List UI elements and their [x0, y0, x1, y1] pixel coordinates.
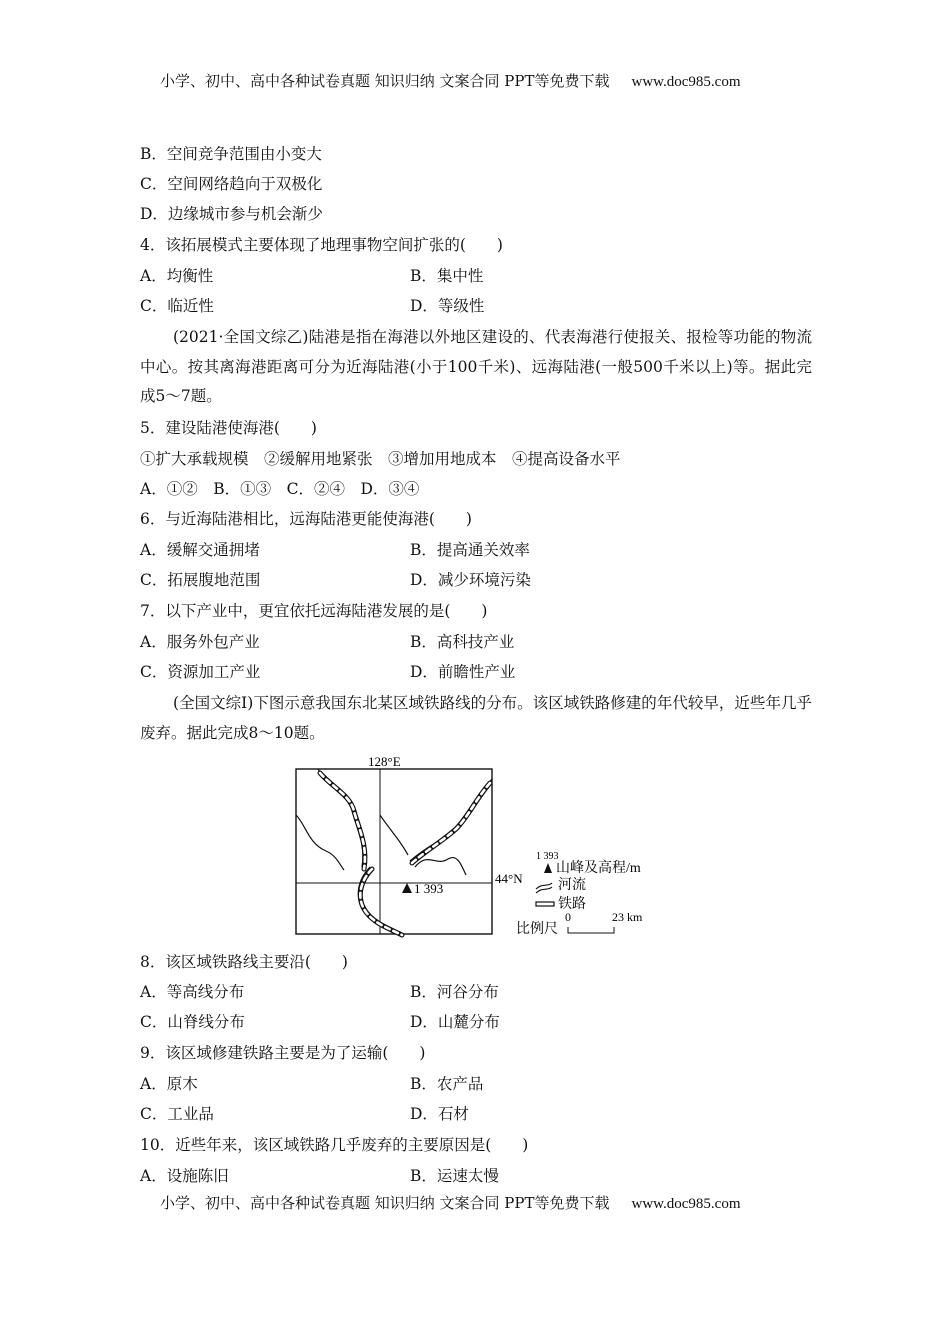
legend-peak-icon	[544, 863, 552, 873]
legend-peak-value: 1 393	[536, 851, 559, 862]
q6-stem: 6．与近海陆港相比，远海陆港更能使海港( )	[140, 510, 472, 528]
peak-label: 1 393	[414, 881, 444, 896]
q8-option-d: D．山麓分布	[410, 1013, 500, 1031]
footer-text: 小学、初中、高中各种试卷真题 知识归纳 文案合同 PPT等免费下载	[160, 1194, 610, 1212]
latitude-label: 44°N	[495, 871, 523, 886]
page-header	[160, 70, 741, 91]
q4-option-c: C．临近性	[140, 297, 214, 315]
q3-option-d: D．边缘城市参与机会渐少	[140, 205, 323, 223]
scale-label: 比例尺	[516, 922, 558, 937]
river	[415, 858, 466, 875]
page-footer	[160, 1192, 741, 1213]
q8-stem: 8．该区域铁路线主要沿( )	[140, 953, 348, 971]
footer-site[interactable]: www.doc985.com	[631, 1196, 741, 1212]
q9-option-c: C．工业品	[140, 1105, 214, 1123]
scale-bar	[568, 927, 614, 933]
q8-option-c: C．山脊线分布	[140, 1013, 245, 1031]
legend-rail-icon	[536, 902, 554, 906]
q10-option-a: A．设施陈旧	[140, 1167, 229, 1185]
q8-option-a: A．等高线分布	[140, 983, 245, 1001]
q7-option-c: C．资源加工产业	[140, 663, 261, 681]
q3-option-b: B．空间竞争范围由小变大	[140, 145, 322, 163]
q3-option-c: C．空间网络趋向于双极化	[140, 175, 323, 193]
railway-lines	[320, 773, 490, 935]
legend-river-text: 河流	[558, 878, 586, 893]
q9-option-d: D．石材	[410, 1105, 469, 1123]
river	[380, 815, 408, 855]
q7-option-a: A．服务外包产业	[140, 633, 260, 651]
q4-option-b: B．集中性	[410, 267, 484, 285]
q6-option-d: D．减少环境污染	[410, 571, 531, 589]
passage-railway: (全国文综Ⅰ)下图示意我国东北某区域铁路线的分布。该区域铁路修建的年代较早，近些年几乎废弃。据此完成8～10题。	[140, 694, 812, 742]
q6-option-c: C．拓展腹地范围	[140, 571, 261, 589]
q7-stem: 7．以下产业中，更宜依托远海陆港发展的是( )	[140, 602, 488, 620]
railway	[412, 783, 490, 863]
q6-option-a: A．缓解交通拥堵	[140, 541, 260, 559]
q9-stem: 9．该区域修建铁路主要是为了运输( )	[140, 1044, 426, 1062]
legend-peak-text: 山峰及高程/m	[556, 861, 641, 876]
q5-stem: 5．建设陆港使海港( )	[140, 419, 317, 437]
q5-items: ①扩大承载规模 ②缓解用地紧张 ③增加用地成本 ④提高设备水平	[140, 450, 621, 468]
q10-option-b: B．运速太慢	[410, 1167, 499, 1185]
q9-option-a: A．原木	[140, 1075, 198, 1093]
q5-options: A．①② B．①③ C．②④ D．③④	[140, 480, 420, 498]
map-frame	[296, 769, 492, 934]
scale-distance: 23 km	[612, 910, 643, 924]
q4-option-a: A．均衡性	[140, 267, 214, 285]
q10-stem: 10．近些年来，该区域铁路几乎废弃的主要原因是( )	[140, 1136, 529, 1154]
q7-option-d: D．前瞻性产业	[410, 663, 516, 681]
q6-option-b: B．提高通关效率	[410, 541, 530, 559]
river	[410, 779, 492, 861]
legend-rail-text: 铁路	[558, 897, 586, 912]
river	[296, 815, 344, 870]
q7-option-b: B．高科技产业	[410, 633, 515, 651]
header-site[interactable]: www.doc985.com	[631, 74, 741, 90]
railway-map-figure	[290, 755, 660, 940]
scale-zero: 0	[565, 910, 571, 924]
legend-river-icon	[536, 883, 552, 893]
longitude-label: 128°E	[368, 755, 401, 769]
q4-option-d: D．等级性	[410, 297, 485, 315]
q4-stem: 4．该拓展模式主要体现了地理事物空间扩张的( )	[140, 236, 503, 254]
q8-option-b: B．河谷分布	[410, 983, 499, 1001]
passage-land-port: (2021·全国文综乙)陆港是指在海港以外地区建设的、代表海港行使报关、报检等功能的物流中心。按其离海港距离可分为近海陆港(小于100千米)、远海陆港(一般500千米以上)等。据此完成5～7题。	[140, 328, 812, 405]
railway-fill	[320, 773, 365, 869]
header-text: 小学、初中、高中各种试卷真题 知识归纳 文案合同 PPT等免费下载	[160, 72, 610, 90]
peak-icon	[402, 883, 412, 893]
q9-option-b: B．农产品	[410, 1075, 484, 1093]
